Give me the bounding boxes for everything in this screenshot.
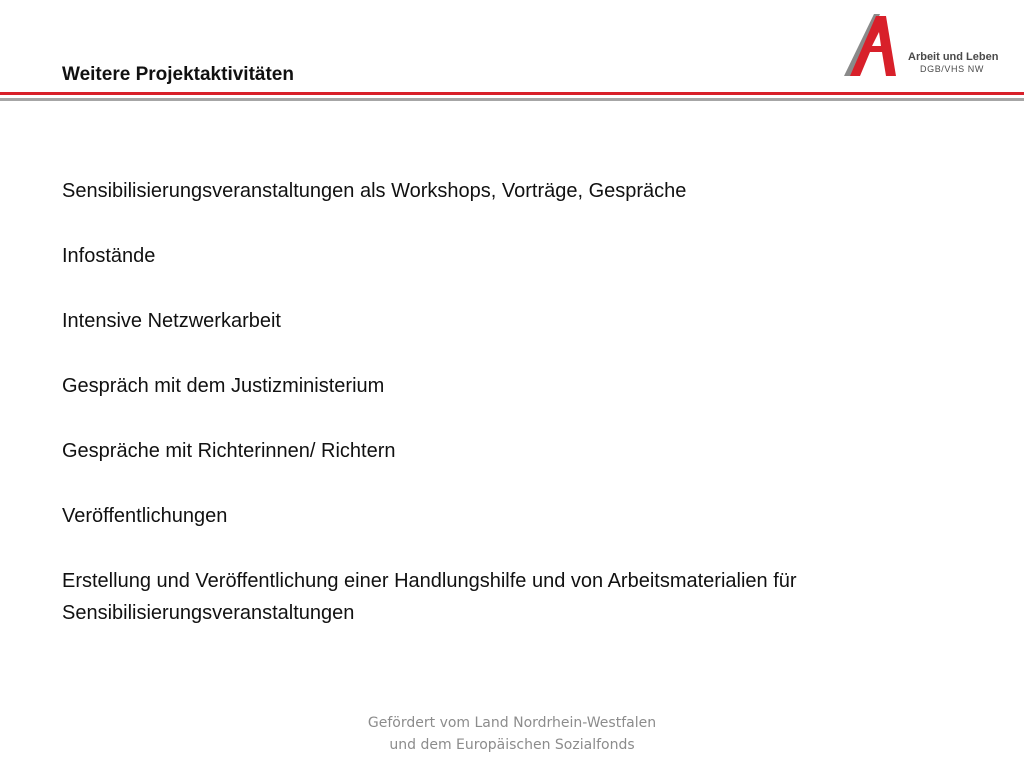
list-item: Intensive Netzwerkarbeit — [62, 310, 281, 332]
header-divider-gray — [0, 98, 1024, 101]
activity-list — [62, 175, 962, 662]
header-divider-red — [0, 92, 1024, 95]
list-item: Sensibilisierungsveranstaltungen als Workshops, Vorträge, Gespräche — [62, 180, 687, 202]
page-title: Weitere Projektaktivitäten — [62, 64, 294, 85]
list-item: Erstellung und Veröffentlichung einer Handlungshilfe und von Arbeitsmaterialien für Sensibilisierungsveranstaltungen — [62, 570, 797, 624]
list-item: Veröffentlichungen — [62, 505, 228, 527]
logo-name: Arbeit und Leben — [908, 51, 999, 63]
funding-footer — [0, 712, 1024, 756]
list-item: Infostände — [62, 245, 156, 267]
funding-line-2: und dem Europäischen Sozialfonds — [389, 737, 635, 753]
list-item: Gespräch mit dem Justizministerium — [62, 375, 385, 397]
funding-line-1: Gefördert vom Land Nordrhein-Westfalen — [367, 715, 657, 731]
logo-subline: DGB/VHS NW — [920, 64, 985, 74]
list-item: Gespräche mit Richterinnen/ Richtern — [62, 440, 396, 462]
